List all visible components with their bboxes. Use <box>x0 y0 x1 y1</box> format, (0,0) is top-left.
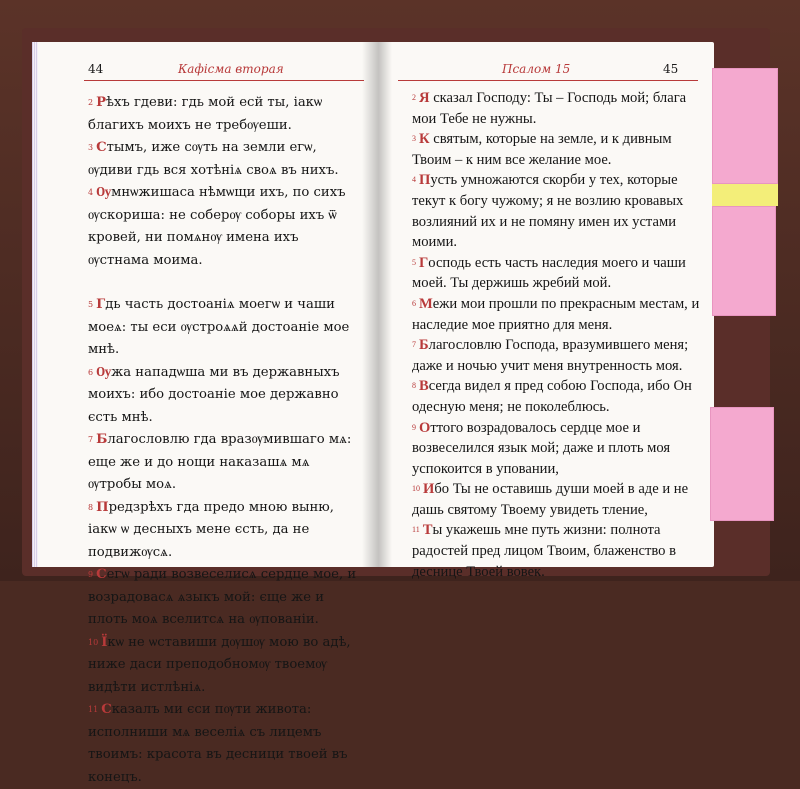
right-verse: $^6$ Межи мои прошли по прекрасным местам, и наследие мое приятно для меня. <box>412 295 700 333</box>
left-running-head: Кафісма вторая <box>178 62 284 76</box>
bookmark-tab-pink <box>712 68 778 184</box>
right-verse: $^8$ Всегда видел я пред собою Господа, ибо Он одесную меня; не поколеблюсь. <box>412 378 692 415</box>
left-header-rule <box>84 80 364 81</box>
bookmark-tab-pink <box>710 407 774 521</box>
right-verse: $^2$ Я сказал Господу: Ты – Господь мой; блага мои Тебе не нужны. <box>412 90 687 127</box>
right-verse: $^5$ Господь есть часть наследия моего и чаши моей. Ты держишь жребий мой. <box>412 254 686 292</box>
right-verse: $^9$ Оттого возрадовалось сердце мое и возвеселился язык мой; даже и плоть моя успокоится в уповании, <box>412 419 671 477</box>
left-verse: $^4$ Ѹмнѡжишаса нѣмѡщи ихъ, по сихъ ѹскориша: не соберѹ соборы ихъ ѿ кровей, ни помѧнѹ имена ихъ ѹстнама моима. <box>88 185 346 268</box>
right-verse: $^{10}$ Ибо Ты не оставишь души моей в аде и не дашь святому Твоему увидеть тление, <box>412 481 689 518</box>
left-verse: $^6$ Ѹжа нападѡша ми въ державныхъ моихъ: ибо достоаніе мое державно єсть мнѣ. <box>88 364 340 425</box>
left-verse: $^3$ Стымъ, иже сѹть на земли егѡ, ѹдиви гдь вся хотѣніѧ своѧ въ нихъ. <box>88 140 339 178</box>
right-verse: $^{11}$ Ты укажешь мне путь жизни: полнота радостей пред лицом Твоим, блаженство в деснице Твоей вовек. <box>412 522 677 580</box>
left-verse: $^{11}$ Сказалъ ми єси пѹти живота: исполниши мѧ веселіѧ съ лицемъ твоимъ: красота въ десници твоей въ конецъ. <box>88 702 348 785</box>
bookmark-tab-pink <box>712 206 776 316</box>
right-header-rule <box>398 80 698 81</box>
left-verse: $^7$ Благословлю гда вразѹмившаго мѧ: еще же и до нощи наказашѧ мѧ ѹтробы моѧ. <box>88 432 352 492</box>
right-page-number: 45 <box>663 62 679 76</box>
left-verse: $^8$ Предзрѣхъ гда предо мною выню, іакѡ ѡ десныхъ мене єсть, да не подвижѹсѧ. <box>88 499 334 560</box>
left-page-text <box>88 92 362 789</box>
right-running-head: Псалом 15 <box>502 62 571 76</box>
right-page-text <box>412 88 702 582</box>
bookmark-tab-yellow <box>712 184 778 206</box>
left-verse: $^2$ Рѣхъ гдеви: гдь мой есй ты, іакѡ благихъ моихъ не требѹеши. <box>88 95 323 133</box>
left-verse: $^9$ Сегѡ ради возвеселисѧ сердце мое, и возрадовасѧ ѧзыкъ мой: єще же и плоть моѧ вселитсѧ на ѹпованіи. <box>88 567 357 627</box>
left-page-number: 44 <box>88 62 104 76</box>
right-verse: $^7$ Благословлю Господа, вразумившего меня; даже и ночью учит меня внутренность моя. <box>412 337 689 374</box>
left-verse: $^5$ Гдь часть достоаніѧ моегѡ и чаши моеѧ: ты еси ѹстроѧѧй достоаніе мое мнѣ. <box>88 297 350 357</box>
right-verse: $^4$ Пусть умножаются скорби у тех, которые текут к богу чужому; я не возлию кровавых возлияний их и не помяну имен их устами моими. <box>412 172 684 251</box>
right-verse: $^3$ К святым, которые на земле, и к дивным Твоим – к ним все желание мое. <box>412 131 672 168</box>
left-verse: $^{10}$ Їкѡ не ѡставиши дѹшѹ мою во адѣ, ниже даси преподобномѹ твоемѹ видѣти истлѣніѧ. <box>88 634 351 695</box>
page-edges <box>32 42 38 567</box>
